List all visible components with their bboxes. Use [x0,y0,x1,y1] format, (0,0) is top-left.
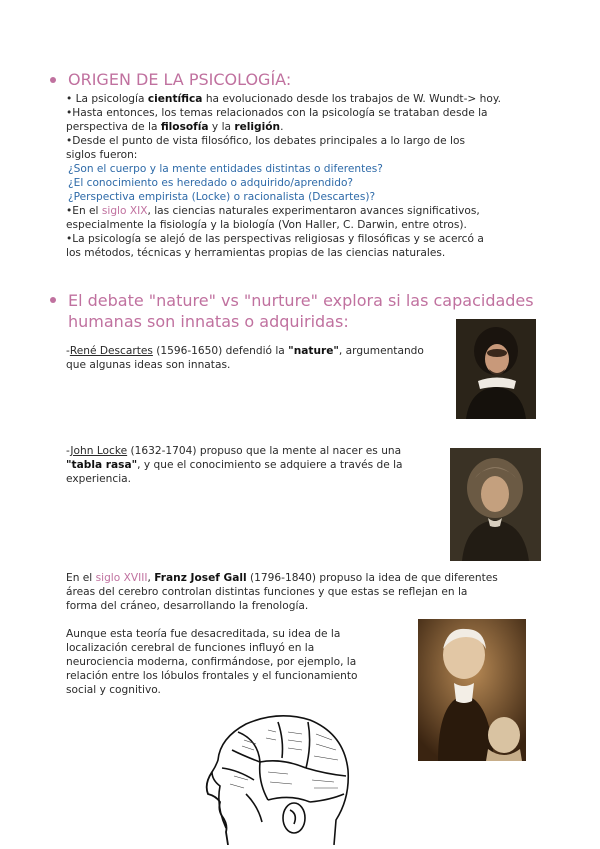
gall-portrait-image [418,619,526,761]
section-title: El debate "nature" vs "nurture" explora si las capacidades humanas son innatas o adquiridas: [68,291,534,331]
gall-paragraph: En el siglo XVIII, Franz Josef Gall (1796-1840) propuso la idea de que diferentes áreas del cerebro controlan distintas funciones y que estas se reflejan en la forma del cráneo, desarrollando la frenología. [66,572,498,612]
text-line: especialmente la fisiología y la biología (Von Haller, C. Darwin, entre otros). [66,219,467,231]
text-line: •En el siglo XIX, las ciencias naturales experimentaron avances significativos, [66,205,480,217]
question-line: ¿Son el cuerpo y la mente entidades distintas o diferentes? [68,163,383,175]
locke-portrait-image [450,448,541,561]
text-line: perspectiva de la filosofía y la religión. [66,121,284,133]
origen-body [66,92,536,260]
descartes-paragraph: -René Descartes (1596-1650) defendió la "nature", argumentando que algunas ideas son innatas. [66,345,424,371]
section-heading-origen [50,70,291,89]
descartes-portrait-image [456,319,536,419]
text-line: los métodos, técnicas y herramientas propias de las ciencias naturales. [66,247,446,259]
bullet-dot-icon [50,77,56,83]
aunque-paragraph: Aunque esta teoría fue desacreditada, su idea de la localización cerebral de funciones influyó en la neurociencia moderna, confirmándose, por ejemplo, la relación entre los lóbulos frontales y el funcionamiento social y cognitivo. [66,628,358,696]
question-line: ¿El conocimiento es heredado o adquirido/aprendido? [68,177,354,189]
text-line: •Hasta entonces, los temas relacionados con la psicología se trataban desde la [66,107,488,119]
bullet-dot-icon [50,297,56,303]
locke-paragraph: -John Locke (1632-1704) propuso que la mente al nacer es una "tabla rasa", y que el conocimiento se adquiere a través de la experiencia. [66,445,403,485]
phrenology-head-illustration [198,710,358,845]
question-line: ¿Perspectiva empirista (Locke) o racionalista (Descartes)? [68,191,376,203]
text-line: •Desde el punto de vista filosófico, los debates principales a lo largo de los [66,135,465,147]
text-line: siglos fueron: [66,149,138,161]
section-title: ORIGEN DE LA PSICOLOGÍA: [68,70,292,89]
text-line: •La psicología se alejó de las perspectivas religiosas y filosóficas y se acercó a [66,233,484,245]
text-line: • La psicología científica ha evolucionado desde los trabajos de W. Wundt-> hoy. [66,93,501,105]
